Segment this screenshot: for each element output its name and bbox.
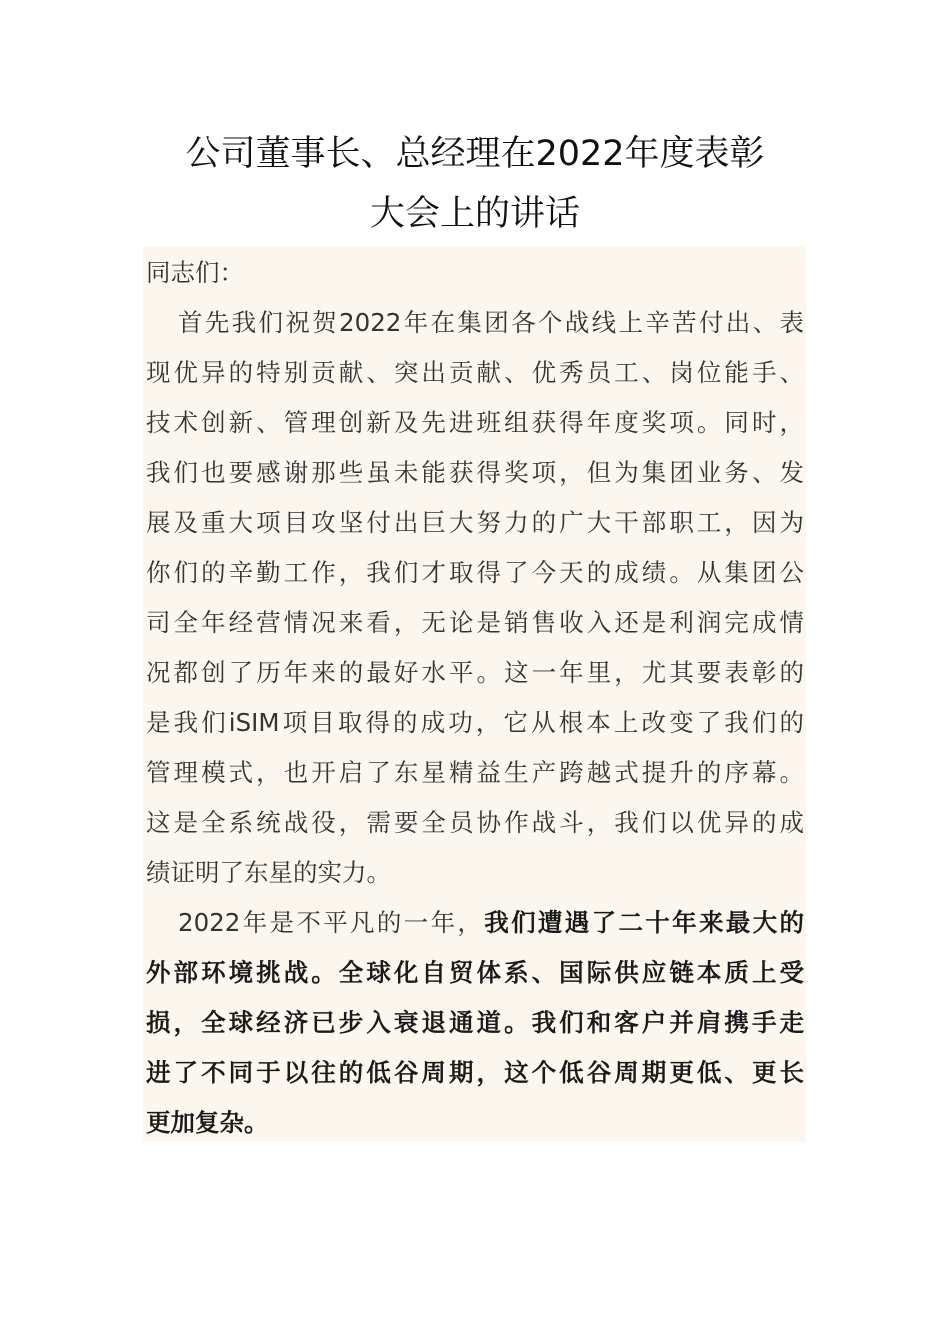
paragraph-1-line: 技术创新、管理创新及先进班组获得年度奖项。同时， xyxy=(146,408,804,437)
paragraph-1-line: 是我们iSIM项目取得的成功，它从根本上改变了我们的 xyxy=(146,708,804,737)
paragraph-1-line: 况都创了历年来的最好水平。这一年里，尤其要表彰的 xyxy=(146,658,804,687)
paragraph-2-line: 外部环境挑战。全球化自贸体系、国际供应链本质上受 xyxy=(146,958,804,987)
paragraph-1-line: 这是全系统战役，需要全员协作战斗，我们以优异的成 xyxy=(146,808,804,837)
paragraph-1-line: 司全年经营情况来看，无论是销售收入还是利润完成情 xyxy=(146,608,804,637)
paragraph-1-line: 展及重大项目攻坚付出巨大努力的广大干部职工，因为 xyxy=(146,508,804,537)
paragraph-1-line: 现优异的特别贡献、突出贡献、优秀员工、岗位能手、 xyxy=(146,358,804,387)
paragraph-1-line: 你们的辛勤工作，我们才取得了今天的成绩。从集团公 xyxy=(146,558,804,587)
paragraph-2-line: 进了不同于以往的低谷周期，这个低谷周期更低、更长 xyxy=(146,1058,804,1087)
paragraph-2-normal-text: 2022年是不平凡的一年， xyxy=(178,908,485,937)
paragraph-2-bold-text: 我们遭遇了二十年来最大的 xyxy=(484,908,804,937)
speech-body xyxy=(143,246,806,1142)
paragraph-1-line: 我们也要感谢那些虽未能获得奖项，但为集团业务、发 xyxy=(146,458,804,487)
paragraph-2-line: 损，全球经济已步入衰退通道。我们和客户并肩携手走 xyxy=(146,1008,804,1037)
paragraph-2-line: 更加复杂。 xyxy=(146,1108,269,1137)
document-title-line-1: 公司董事长、总经理在2022年度表彰 xyxy=(185,134,765,174)
document-title-line-2: 大会上的讲话 xyxy=(369,194,580,234)
paragraph-1-line: 管理模式，也开启了东星精益生产跨越式提升的序幕。 xyxy=(146,758,804,787)
paragraph-1-line: 首先我们祝贺2022年在集团各个战线上辛苦付出、表 xyxy=(178,308,804,337)
paragraph-1-line: 绩证明了东星的实力。 xyxy=(146,858,391,887)
paragraph-2-line xyxy=(178,898,804,948)
greeting: 同志们： xyxy=(146,258,244,287)
